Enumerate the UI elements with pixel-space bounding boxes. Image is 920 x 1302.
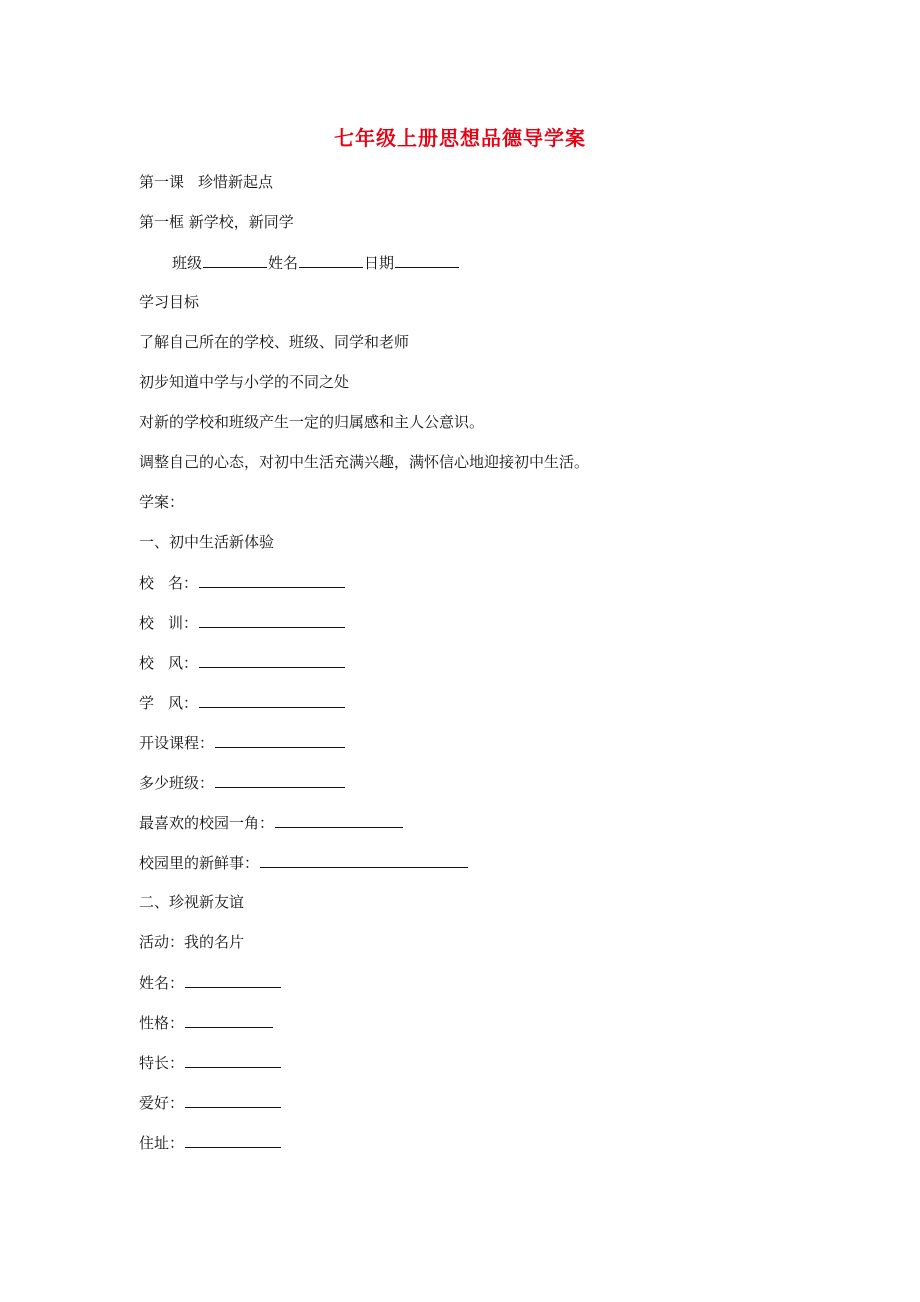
- courses-blank[interactable]: [215, 732, 345, 748]
- field-label-char: 学: [139, 694, 155, 712]
- campus-news-blank[interactable]: [260, 852, 468, 868]
- campus-news-label: 校园里的新鲜事：: [139, 854, 260, 872]
- field-label-char: 训：: [168, 614, 199, 632]
- class-blank[interactable]: [203, 252, 267, 268]
- classes-field: [139, 772, 346, 793]
- school-spirit-field: [139, 652, 346, 673]
- card-address-field: [139, 1132, 282, 1153]
- objective-item: 初步知道中学与小学的不同之处: [139, 373, 350, 391]
- card-personality-label: 性格：: [139, 1014, 185, 1032]
- date-label: 日期: [364, 254, 395, 272]
- courses-field: [139, 732, 346, 753]
- lesson-name: 珍惜新起点: [198, 173, 274, 191]
- card-name-blank[interactable]: [185, 972, 281, 988]
- date-blank[interactable]: [395, 252, 459, 268]
- name-label: 姓名: [268, 254, 299, 272]
- class-label: 班级: [172, 254, 203, 272]
- lesson-heading: [139, 172, 273, 192]
- lesson-label: 第一课: [139, 173, 185, 191]
- card-specialty-field: [139, 1052, 282, 1073]
- name-blank[interactable]: [299, 252, 363, 268]
- card-name-label: 姓名：: [139, 974, 185, 992]
- favorite-corner-blank[interactable]: [275, 812, 403, 828]
- objective-item: 了解自己所在的学校、班级、同学和老师: [139, 333, 410, 351]
- card-hobby-blank[interactable]: [185, 1092, 281, 1108]
- field-label-char: 校: [139, 614, 155, 632]
- campus-news-field: [139, 852, 469, 873]
- courses-label: 开设课程：: [139, 734, 215, 752]
- objectives-heading: 学习目标: [139, 293, 200, 311]
- school-spirit-blank[interactable]: [199, 652, 345, 668]
- section1-heading: 一、初中生活新体验: [139, 533, 275, 551]
- field-label-char: 校: [139, 574, 155, 592]
- section2-heading: 二、珍视新友谊: [139, 893, 245, 911]
- favorite-corner-label: 最喜欢的校园一角：: [139, 814, 275, 832]
- card-name-field: [139, 972, 282, 993]
- card-personality-blank[interactable]: [185, 1012, 273, 1028]
- card-specialty-blank[interactable]: [185, 1052, 281, 1068]
- card-hobby-field: [139, 1092, 282, 1113]
- card-address-label: 住址：: [139, 1134, 185, 1152]
- field-label-char: 名：: [168, 574, 199, 592]
- card-address-blank[interactable]: [185, 1132, 281, 1148]
- school-name-field: [139, 572, 346, 593]
- school-motto-blank[interactable]: [199, 612, 345, 628]
- field-label-char: 校: [139, 654, 155, 672]
- objective-item: 调整自己的心态，对初中生活充满兴趣，满怀信心地迎接初中生活。: [139, 453, 590, 471]
- objective-item: 对新的学校和班级产生一定的归属感和主人公意识。: [139, 413, 485, 431]
- school-name-blank[interactable]: [199, 572, 345, 588]
- frame-heading: 第一框 新学校，新同学: [139, 213, 294, 231]
- document-title: 七年级上册思想品德导学案: [334, 126, 586, 150]
- plan-label: 学案：: [139, 493, 185, 511]
- activity-label: 活动：我的名片: [139, 933, 245, 951]
- favorite-corner-field: [139, 812, 404, 833]
- student-info-line: [172, 252, 460, 273]
- field-label-char: 风：: [168, 694, 199, 712]
- classes-label: 多少班级：: [139, 774, 215, 792]
- field-label-char: 风：: [168, 654, 199, 672]
- card-hobby-label: 爱好：: [139, 1094, 185, 1112]
- study-style-blank[interactable]: [199, 692, 345, 708]
- classes-blank[interactable]: [215, 772, 345, 788]
- card-specialty-label: 特长：: [139, 1054, 185, 1072]
- school-motto-field: [139, 612, 346, 633]
- study-style-field: [139, 692, 346, 713]
- card-personality-field: [139, 1012, 274, 1033]
